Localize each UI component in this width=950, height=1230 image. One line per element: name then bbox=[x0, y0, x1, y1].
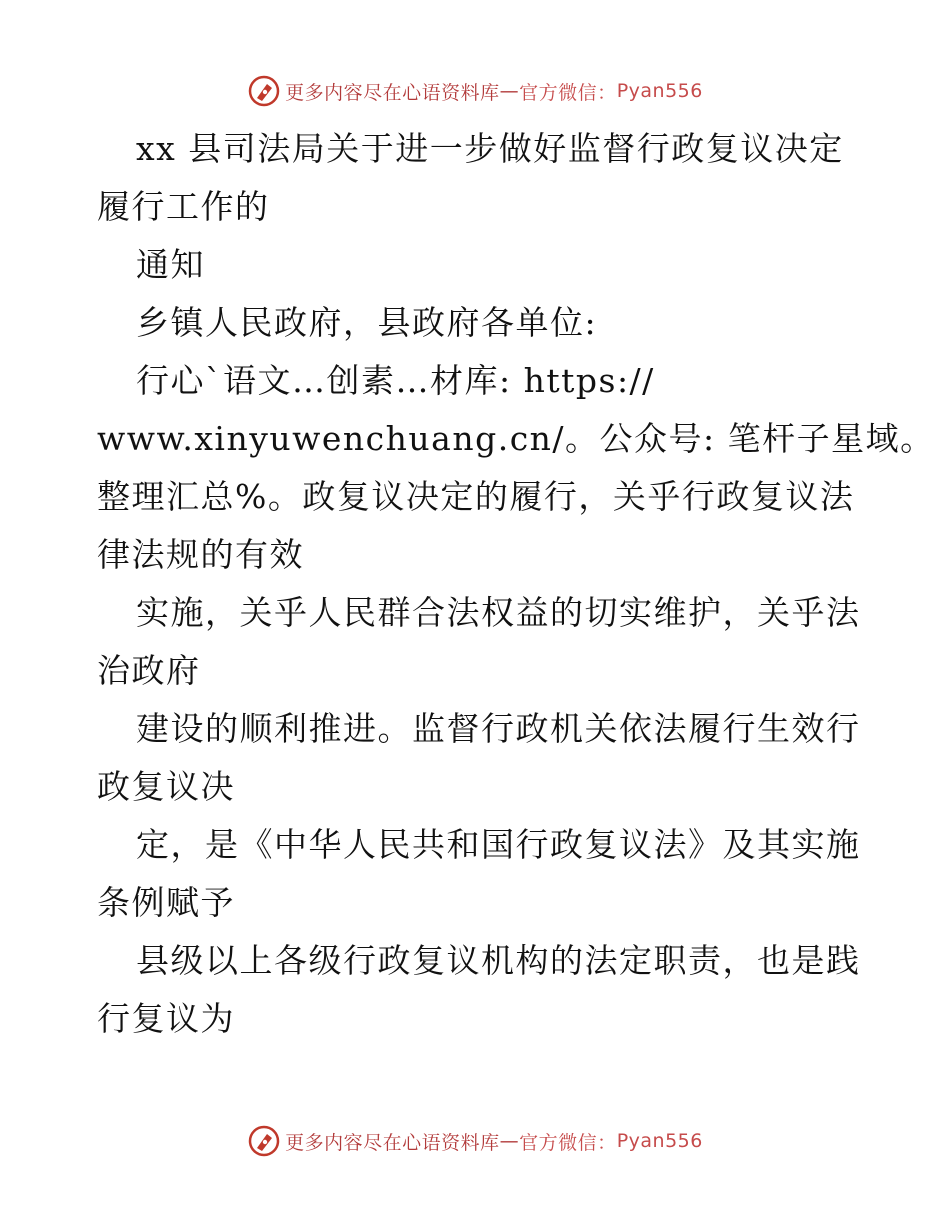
text-line: 履行工作的 bbox=[97, 187, 270, 226]
text-line: 乡镇人民政府，县政府各单位: bbox=[136, 303, 598, 342]
text-line: www.xinyuwenchuang.cn/。公众号: 笔杆子星域。 bbox=[97, 419, 935, 458]
header-banner bbox=[0, 74, 950, 108]
banner-wechat-label: 官方微信： bbox=[519, 81, 617, 104]
banner-separator: — bbox=[499, 80, 520, 102]
banner-wechat-id: Pyan556 bbox=[616, 1130, 703, 1152]
text-line: 行心`语文…创素…材库: https:// bbox=[136, 361, 655, 400]
footer-banner bbox=[0, 1124, 950, 1158]
text-line: 通知 bbox=[136, 245, 205, 284]
banner-separator: — bbox=[499, 1130, 520, 1152]
text-line: 县级以上各级行政复议机构的法定职责，也是践 bbox=[136, 941, 861, 980]
text-line: 建设的顺利推进。监督行政机关依法履行生效行 bbox=[136, 709, 861, 748]
text-line: 整理汇总%。政复议决定的履行，关乎行政复议法 bbox=[97, 477, 855, 516]
banner-wechat-label: 官方微信： bbox=[519, 1131, 617, 1154]
text-line: 实施，关乎人民群合法权益的切实维护，关乎法 bbox=[136, 593, 861, 632]
text-line: 治政府 bbox=[97, 651, 201, 690]
text-line: xx 县司法局关于进一步做好监督行政复议决定 bbox=[136, 129, 844, 168]
banner-text: 更多内容尽在心语资料库 bbox=[285, 81, 500, 104]
document-body bbox=[97, 126, 935, 1054]
text-line: 定，是《中华人民共和国行政复议法》及其实施 bbox=[136, 825, 861, 864]
text-line: 条例赋予 bbox=[97, 883, 235, 922]
pen-nib-logo-icon bbox=[247, 1124, 281, 1158]
text-line: 律法规的有效 bbox=[97, 535, 304, 574]
banner-wechat-id: Pyan556 bbox=[616, 80, 703, 102]
text-line: 政复议决 bbox=[97, 767, 235, 806]
pen-nib-logo-icon bbox=[247, 74, 281, 108]
text-line: 行复议为 bbox=[97, 999, 235, 1038]
banner-text: 更多内容尽在心语资料库 bbox=[285, 1131, 500, 1154]
